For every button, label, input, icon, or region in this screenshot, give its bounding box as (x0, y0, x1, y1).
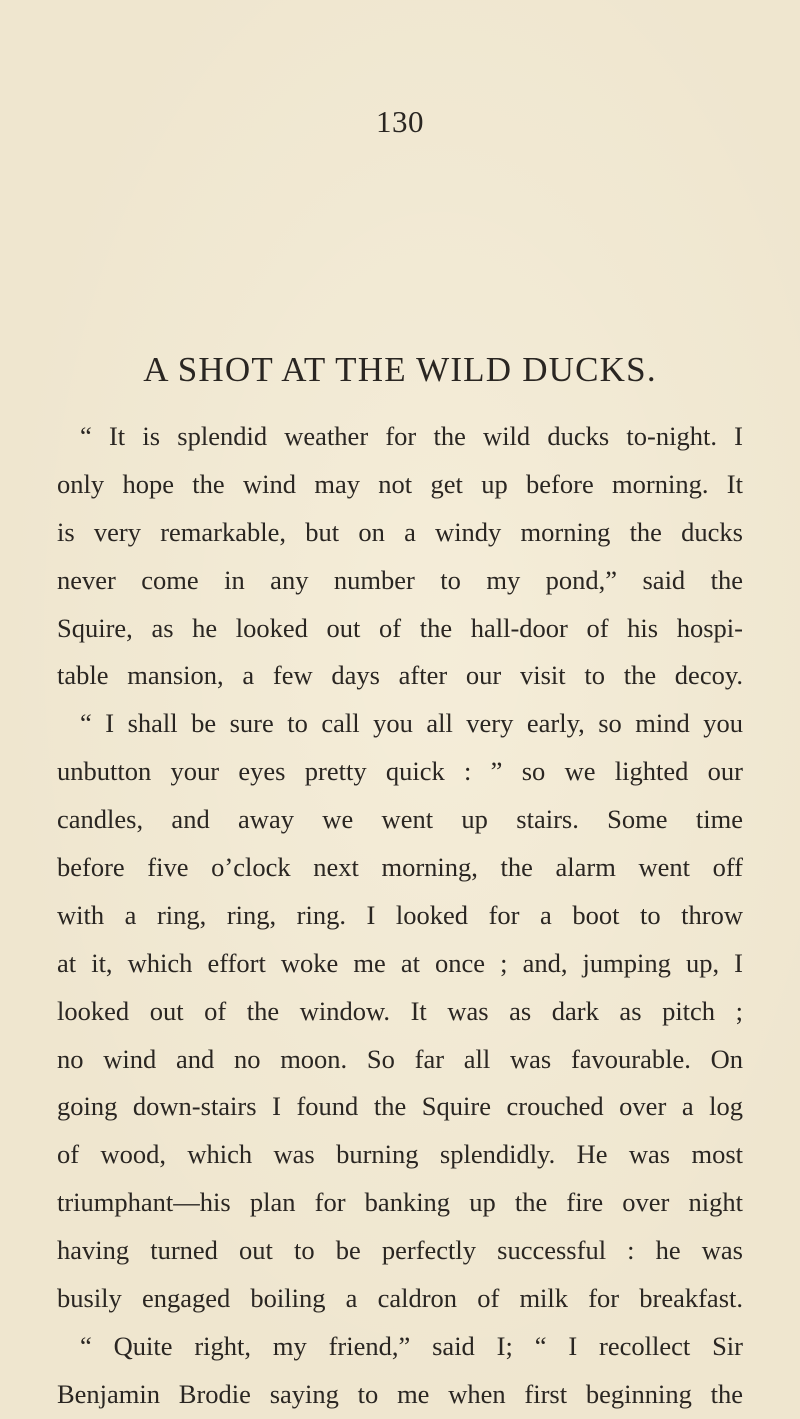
text-line: never come in any number to my pond,” said the (57, 564, 743, 595)
text-line: Squire, as he looked out of the hall-door of his hospi- (57, 612, 743, 643)
chapter-title: A SHOT AT THE WILD DUCKS. (143, 350, 657, 389)
text-line: Benjamin Brodie saying to me when first beginning the (57, 1378, 743, 1409)
text-line: “ It is splendid weather for the wild ducks to-night. I (80, 421, 743, 451)
text-line: no wind and no moon. So far all was favourable. On (57, 1043, 743, 1074)
text-line: unbutton your eyes pretty quick : ” so we lighted our (57, 756, 743, 787)
text-line: having turned out to be perfectly successful : he was (57, 1235, 743, 1266)
body-text (57, 413, 743, 1419)
page-number: 130 (376, 104, 424, 139)
text-line: is very remarkable, but on a windy morning the ducks (57, 516, 743, 547)
text-line: at it, which effort woke me at once ; and, jumping up, I (57, 947, 743, 978)
text-line: before five o’clock next morning, the alarm went off (57, 852, 743, 883)
text-line: of wood, which was burning splendidly. He was most (57, 1139, 743, 1170)
text-line: table mansion, a few days after our visit to the decoy. (57, 660, 743, 691)
text-line: looked out of the window. It was as dark as pitch ; (57, 995, 743, 1026)
text-line: busily engaged boiling a caldron of milk for breakfast. (57, 1283, 743, 1314)
text-line: with a ring, ring, ring. I looked for a boot to throw (57, 899, 743, 930)
text-line: candles, and away we went up stairs. Some time (57, 804, 743, 835)
text-line: “ I shall be sure to call you all very early, so mind you (80, 708, 743, 739)
text-line: only hope the wind may not get up before morning. It (57, 468, 743, 499)
text-line: “ Quite right, my friend,” said I; “ I recollect Sir (80, 1330, 743, 1361)
text-line: going down-stairs I found the Squire crouched over a log (57, 1091, 743, 1122)
text-line: triumphant—his plan for banking up the fire over night (57, 1187, 743, 1218)
